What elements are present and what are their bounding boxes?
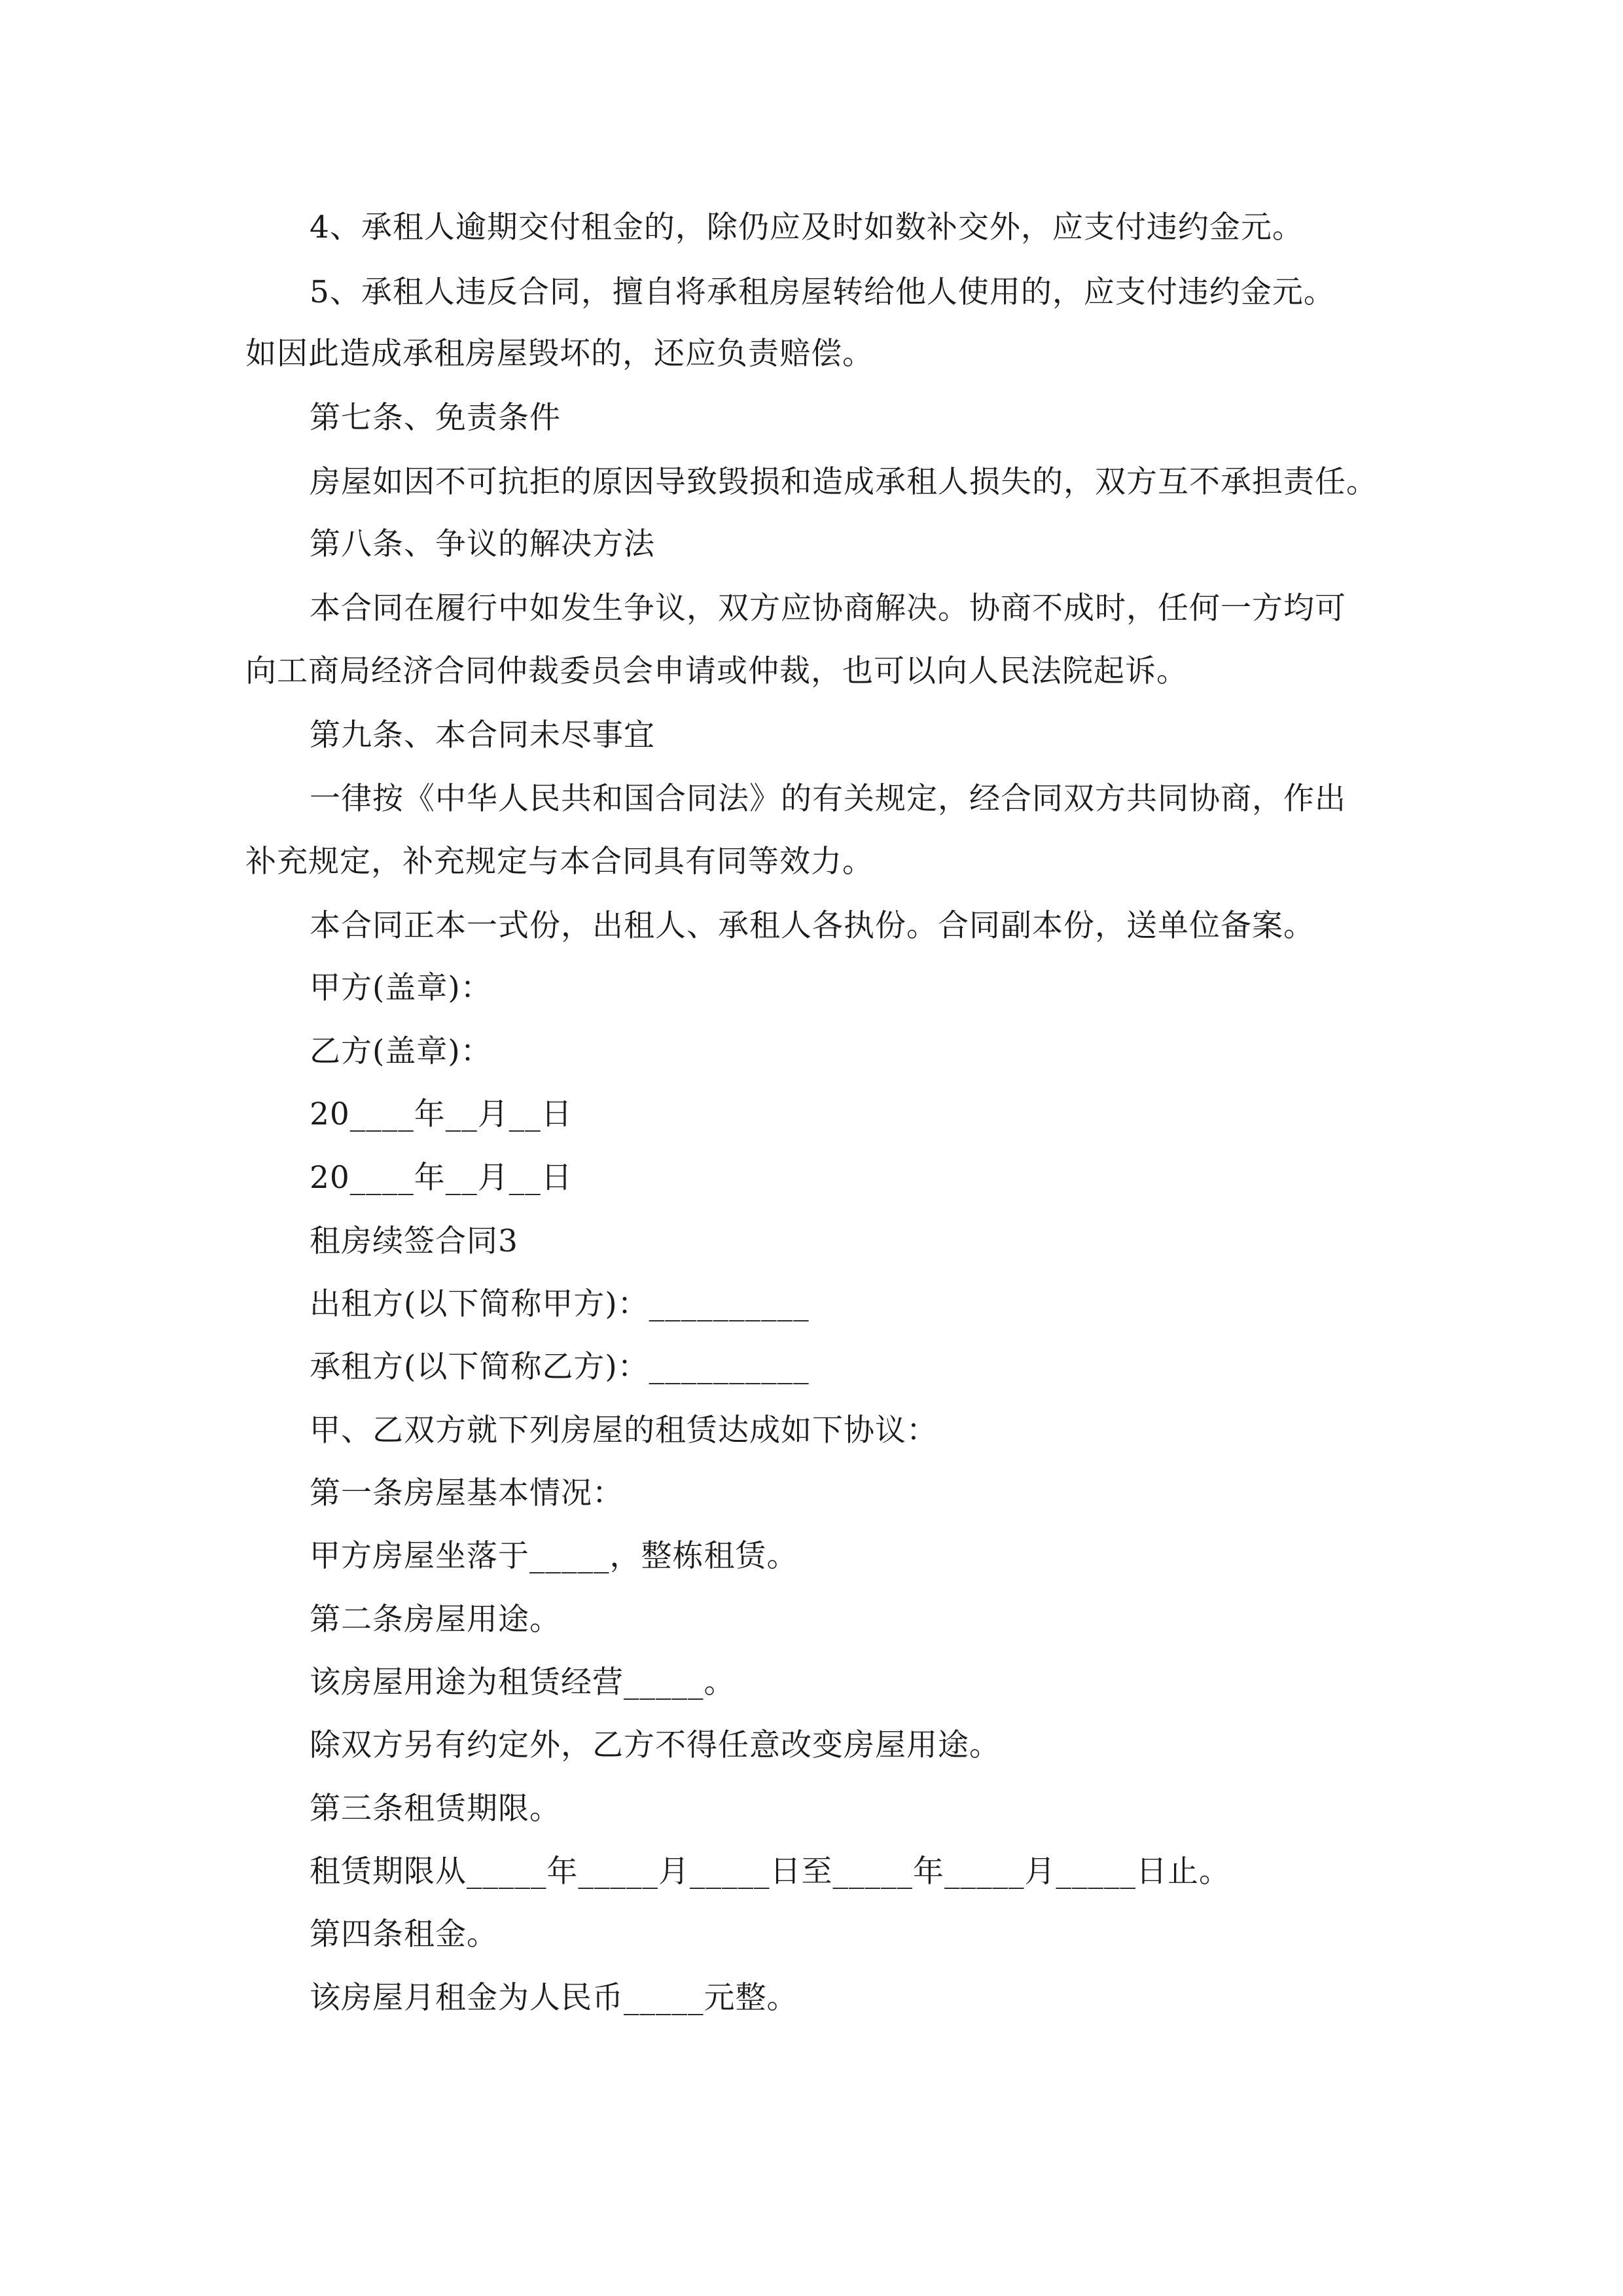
clause-line: 该房屋用途为租赁经营_____。: [310, 1664, 736, 1700]
clause-line: 4、承租人逾期交付租金的，除仍应及时如数补交外，应支付违约金元。: [310, 209, 1304, 245]
lessee-line: 承租方(以下简称乙方)：__________: [310, 1349, 810, 1385]
clause-line: 甲方房屋坐落于_____，整栋租赁。: [310, 1538, 798, 1574]
clause-line: 一律按《中华人民共和国合同法》的有关规定，经合同双方共同协商，作出: [310, 781, 1346, 817]
clause-line: 该房屋月租金为人民币_____元整。: [310, 1980, 798, 2016]
party-b-seal-line: 乙方(盖章)：: [310, 1033, 492, 1069]
clause-line: 除双方另有约定外，乙方不得任意改变房屋用途。: [310, 1727, 1001, 1763]
clause-line: 补充规定，补充规定与本合同具有同等效力。: [245, 844, 874, 880]
section-heading: 第四条租金。: [310, 1916, 498, 1952]
section-heading: 第八条、争议的解决方法: [310, 526, 655, 562]
section-heading: 第七条、免责条件: [310, 400, 561, 436]
clause-line: 租赁期限从_____年_____月_____日至_____年_____月_____日止。: [310, 1854, 1230, 1890]
party-a-seal-line: 甲方(盖章)：: [310, 970, 492, 1006]
clause-line: 甲、乙双方就下列房屋的租赁达成如下协议：: [310, 1412, 938, 1448]
section-heading: 第一条房屋基本情况：: [310, 1475, 624, 1511]
section-heading: 第九条、本合同未尽事宜: [310, 717, 655, 753]
clause-line: 如因此造成承租房屋毁坏的，还应负责赔偿。: [245, 336, 874, 372]
clause-line: 5、承租人违反合同，擅自将承租房屋转给他人使用的，应支付违约金元。: [310, 274, 1335, 310]
contract-title: 租房续签合同3: [310, 1223, 518, 1259]
date-line: 20____年__月__日: [310, 1096, 573, 1132]
clause-line: 本合同在履行中如发生争议，双方应协商解决。协商不成时，任何一方均可: [310, 590, 1346, 626]
clause-line: 本合同正本一式份，出租人、承租人各执份。合同副本份，送单位备案。: [310, 908, 1315, 944]
clause-line: 房屋如因不可抗拒的原因导致毁损和造成承租人损失的，双方互不承担责任。: [310, 464, 1378, 500]
date-line: 20____年__月__日: [310, 1160, 573, 1196]
clause-line: 向工商局经济合同仲裁委员会申请或仲裁，也可以向人民法院起诉。: [245, 653, 1188, 689]
lessor-line: 出租方(以下简称甲方)：__________: [310, 1286, 810, 1322]
section-heading: 第二条房屋用途。: [310, 1602, 561, 1638]
section-heading: 第三条租赁期限。: [310, 1791, 561, 1827]
